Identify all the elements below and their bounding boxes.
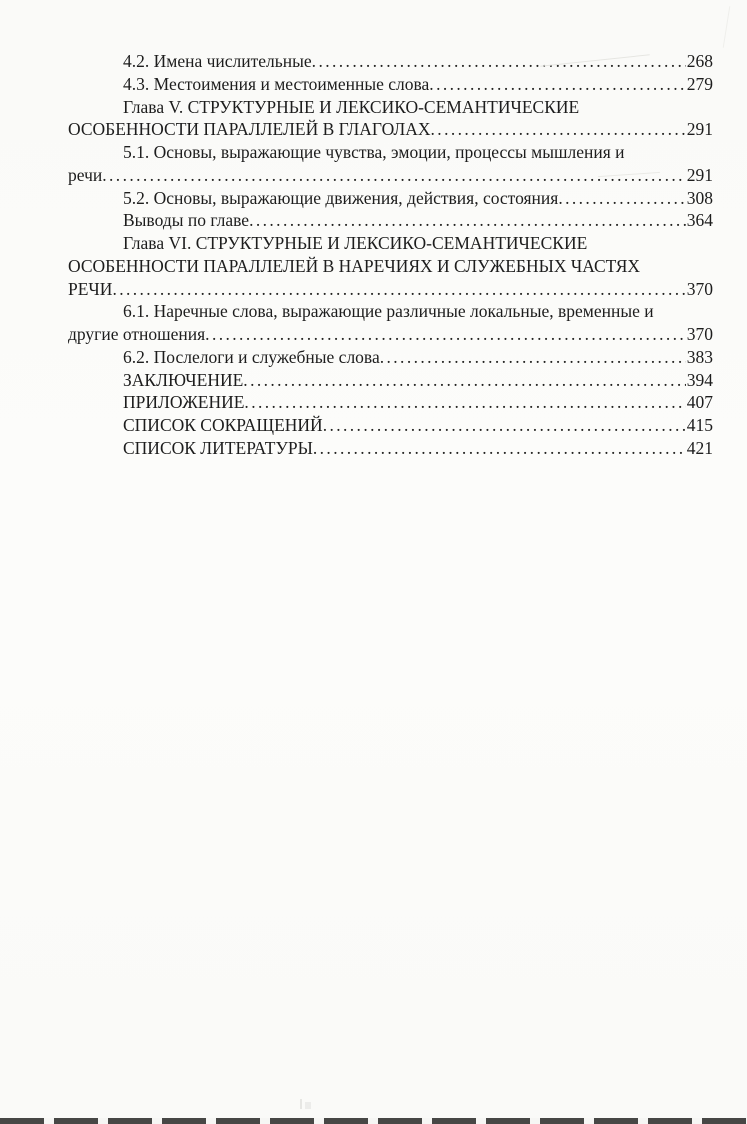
toc-page-number: 364 [686,210,713,231]
dot-leader [431,118,686,141]
toc-entry-text: 4.3. Местоимения и местоименные слова [123,73,430,94]
toc-line [68,346,713,369]
dot-leader [312,50,686,73]
toc-line [68,50,713,73]
toc-entry-text: ЗАКЛЮЧЕНИЕ [123,369,244,390]
dot-leader [102,164,686,187]
toc-line-chapter-heading [68,96,713,119]
toc-entry-text: Глава V. СТРУКТУРНЫЕ И ЛЕКСИКО-СЕМАНТИЧЕСКИЕ [123,96,580,117]
toc-page-number: 407 [686,392,713,413]
dot-leader [429,73,685,96]
toc-page-number: 268 [686,51,713,71]
toc-page-number: 370 [686,324,713,344]
toc-entry-text: другие отношения [68,324,206,344]
toc-page-number: 279 [686,73,713,94]
toc-line-chapter-heading [68,232,713,255]
toc-page-number: 308 [686,187,713,208]
toc-entry-text: 6.2. Послелоги и служебные слова [123,346,380,367]
toc-line-chapter-heading-continuation [68,278,713,301]
toc-entry-text: СПИСОК СОКРАЩЕНИЙ [123,415,323,435]
scan-crease-artifact [723,6,731,48]
toc-line [68,141,713,164]
toc-page-number: 370 [686,278,713,299]
toc-entry-text: речи [68,164,103,185]
toc-entry-text: ОСОБЕННОСТИ ПАРАЛЛЕЛЕЙ В ГЛАГОЛАХ [68,119,431,140]
dot-leader [205,323,686,346]
toc-line [68,369,713,392]
toc-entry-text: РЕЧИ [68,278,113,299]
toc-entry-text: Глава VI. СТРУКТУРНЫЕ И ЛЕКСИКО-СЕМАНТИЧЕСКИЕ [123,233,588,253]
dot-leader [112,278,685,301]
dot-leader [243,369,685,392]
toc-page-number: 291 [686,119,713,140]
toc-line [68,209,713,232]
dot-leader [558,187,685,210]
toc-entry-text: Выводы по главе [123,210,250,231]
dot-leader [323,414,686,437]
toc-entry-text: ОСОБЕННОСТИ ПАРАЛЛЕЛЕЙ В НАРЕЧИЯХ И СЛУЖЕБНЫХ ЧАСТЯХ [68,255,641,276]
dot-leader [313,437,686,460]
toc-line-chapter-heading-continuation [68,118,713,141]
faint-pencil-mark-artifact [300,1096,324,1107]
toc-line-continuation [68,323,713,346]
toc-page-number: 415 [686,415,713,435]
toc-entry-text: 6.1. Наречные слова, выражающие различные локальные, временные и [123,301,654,322]
dot-leader [249,209,686,232]
toc-page-number: 421 [686,437,713,458]
dot-leader [380,346,686,369]
toc-line [68,73,713,96]
toc-entry-text: 5.1. Основы, выражающие чувства, эмоции, процессы мышления и [123,142,625,162]
toc-line [68,187,713,210]
toc-line-chapter-heading-continuation [68,255,713,278]
toc-line-continuation [68,164,713,187]
table-of-contents [68,50,713,460]
toc-line [68,437,713,460]
toc-entry-text: 5.2. Основы, выражающие движения, действия, состояния [123,187,559,208]
toc-page-number: 291 [686,164,713,185]
toc-line [68,300,713,323]
toc-entry-text: СПИСОК ЛИТЕРАТУРЫ [123,437,313,458]
toc-page-number: 383 [686,346,713,367]
toc-entry-text: 4.2. Имена числительные [123,51,312,71]
scan-edge-bottom-bar [0,1118,747,1124]
toc-entry-text: ПРИЛОЖЕНИЕ [123,392,245,413]
toc-line [68,391,713,414]
toc-line [68,414,713,437]
toc-page-number: 394 [686,369,713,390]
dot-leader [244,391,685,414]
